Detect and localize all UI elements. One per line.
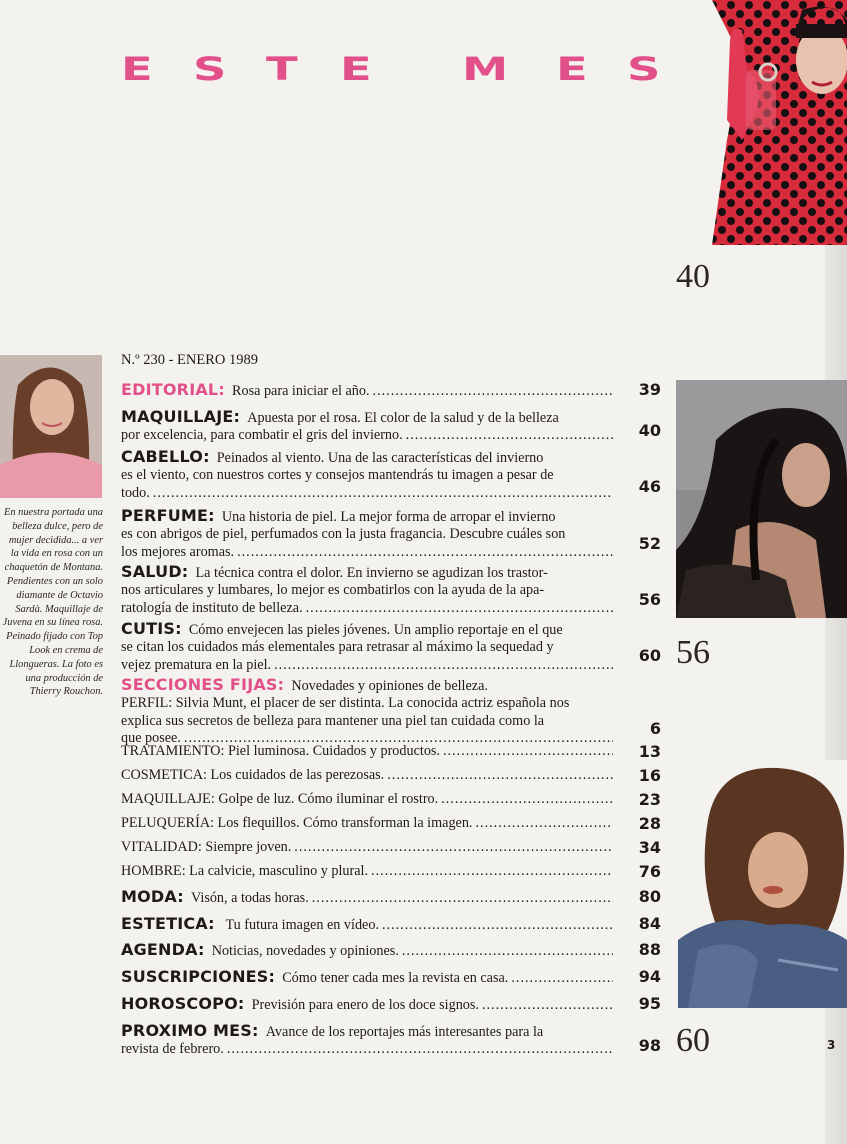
- entry-text: PELUQUERÍA: Los flequillos. Cómo transforman la imagen.: [121, 815, 473, 831]
- entry-text: ratología de instituto de belleza.: [121, 599, 303, 616]
- page-number: 40: [638, 421, 661, 440]
- photo-page-number: 40: [676, 258, 710, 295]
- section-label: ESTETICA:: [121, 914, 215, 933]
- page-number: 60: [638, 646, 661, 665]
- toc-entry-maquillaje-2[interactable]: [121, 791, 661, 808]
- heading-letter: T: [266, 50, 298, 88]
- dot-leader: [274, 657, 613, 674]
- toc-entry-cosmetica[interactable]: [121, 767, 661, 784]
- entry-text: MAQUILLAJE: Golpe de luz. Cómo iluminar el rostro.: [121, 791, 439, 807]
- heading-letter: S: [193, 50, 227, 88]
- section-label: MODA:: [121, 887, 184, 906]
- section-label: HOROSCOPO:: [121, 994, 245, 1013]
- dot-leader: [402, 943, 613, 960]
- dot-leader: [406, 427, 613, 444]
- page-number: 80: [638, 887, 661, 906]
- page-number: 76: [638, 862, 661, 881]
- page-heading: [0, 50, 670, 90]
- section-label: PROXIMO MES:: [121, 1021, 259, 1040]
- entry-text: HOMBRE: La calvicie, masculino y plural.: [121, 863, 369, 879]
- entry-text: nos articulares y lumbares, lo mejor es combatirlos con la ayuda de la apa-: [121, 582, 545, 599]
- section-label: PERFUME:: [121, 506, 215, 525]
- entry-text: revista de febrero.: [121, 1041, 224, 1058]
- entry-text: que posee.: [121, 730, 181, 747]
- toc-entry-perfume[interactable]: [121, 507, 661, 561]
- entry-text: Previsión para enero de los doce signos.: [251, 997, 479, 1013]
- entry-text: Una historia de piel. La mejor forma de arropar el invierno: [221, 509, 556, 525]
- dot-leader: [371, 863, 613, 880]
- section-label: SALUD:: [121, 562, 189, 581]
- dot-leader: [443, 743, 613, 760]
- dot-leader: [306, 600, 613, 617]
- section-label: CABELLO:: [121, 447, 210, 466]
- entry-text: Cómo tener cada mes la revista en casa.: [282, 970, 509, 986]
- dot-leader: [373, 383, 613, 400]
- entry-text: Rosa para iniciar el año.: [232, 383, 370, 399]
- folio-page-number: 3: [827, 1038, 836, 1052]
- heading-letter: E: [556, 50, 588, 88]
- entry-text: es el viento, con nuestros cortes y consejos mantendrás tu imagen a pesar de: [121, 467, 554, 484]
- dot-leader: [382, 917, 613, 934]
- entry-text: Cómo envejecen las pieles jóvenes. Un amplio reportaje en el que: [188, 622, 563, 638]
- entry-text: Apuesta por el rosa. El color de la salud y de la belleza: [247, 410, 559, 426]
- dot-leader: [511, 970, 613, 987]
- entry-text: es con abrigos de piel, perfumados con la justa fragancia. Descubre cuáles son: [121, 526, 566, 543]
- dot-leader: [475, 815, 613, 832]
- page-number: 46: [638, 477, 661, 496]
- entry-text: Avance de los reportajes más interesantes para la: [265, 1024, 544, 1040]
- toc-entry-hombre[interactable]: [121, 863, 661, 880]
- photo-polka-dot-model: [672, 0, 847, 245]
- photo-page-number: 56: [676, 634, 710, 671]
- dot-leader: [153, 485, 613, 502]
- dot-leader: [482, 997, 613, 1014]
- page-number: 52: [638, 534, 661, 553]
- page-number: 6: [649, 719, 661, 738]
- dot-leader: [387, 767, 613, 784]
- entry-text: todo.: [121, 484, 150, 501]
- toc-entry-agenda[interactable]: [121, 941, 661, 960]
- toc-entry-moda[interactable]: [121, 888, 661, 907]
- issue-number: N.º 230 - ENERO 1989: [121, 352, 258, 368]
- section-label: EDITORIAL:: [121, 380, 225, 399]
- toc-entry-vitalidad[interactable]: [121, 839, 661, 856]
- entry-text: Visón, a todas horas.: [190, 890, 309, 906]
- entry-text: La técnica contra el dolor. En invierno se agudizan los trastor-: [195, 565, 548, 581]
- page-number: 16: [638, 766, 661, 785]
- toc-entry-cabello[interactable]: [121, 448, 661, 502]
- entry-text: Novedades y opiniones de belleza.: [291, 678, 488, 694]
- entry-text: COSMETICA: Los cuidados de las perezosas.: [121, 767, 385, 783]
- entry-text: vejez prematura en la piel.: [121, 656, 272, 673]
- toc-entry-tratamiento[interactable]: [121, 743, 661, 760]
- page-number: 98: [638, 1036, 661, 1055]
- toc-entry-cutis[interactable]: [121, 620, 661, 674]
- section-label: CUTIS:: [121, 619, 182, 638]
- cover-thumbnail: [0, 355, 102, 498]
- toc-entry-peluqueria[interactable]: [121, 815, 661, 832]
- toc-entry-proximo-mes[interactable]: [121, 1022, 661, 1059]
- toc-entry-secciones-fijas[interactable]: [121, 676, 661, 748]
- toc-entry-suscripciones[interactable]: [121, 968, 661, 987]
- page-number: 94: [638, 967, 661, 986]
- entry-text: Noticias, novedades y opiniones.: [211, 943, 399, 959]
- entry-text: TRATAMIENTO: Piel luminosa. Cuidados y productos.: [121, 743, 440, 759]
- entry-text: explica sus secretos de belleza para mantener una piel tan cuidada como la: [121, 712, 545, 729]
- photo-dark-hair-model: [676, 380, 847, 618]
- dot-leader: [227, 1041, 613, 1058]
- photo-curly-hair-model: [678, 760, 847, 1008]
- entry-text: se citan los cuidados más elementales para retrasar al máximo la sequedad y: [121, 639, 554, 656]
- cover-caption: En nuestra portada una belleza dulce, pero de mujer decidida... a ver la vida en rosa con un chaquetón de Montana. Pendientes con un solo diamante de Octavio Sardà. Maquillaje de Juvena en su línea rosa. Peinado fijado con Top Look en crema de Llongueras. La foto es una producción de Thierry Rouchon.: [2, 507, 103, 698]
- toc-entry-maquillaje[interactable]: [121, 408, 661, 445]
- entry-text: Peinados al viento. Una de las características del invierno: [216, 450, 544, 466]
- entry-text: VITALIDAD: Siempre joven.: [121, 839, 292, 855]
- dot-leader: [441, 791, 613, 808]
- page-number: 56: [638, 590, 661, 609]
- heading-letter: E: [121, 50, 153, 88]
- entry-text: PERFIL: Silvia Munt, el placer de ser distinta. La conocida actriz española nos: [121, 695, 570, 712]
- section-label: MAQUILLAJE:: [121, 407, 241, 426]
- photo-page-number: 60: [676, 1022, 710, 1059]
- section-label: SUSCRIPCIONES:: [121, 967, 276, 986]
- heading-letter: M: [462, 50, 509, 88]
- page-number: 84: [638, 914, 661, 933]
- entry-text: Tu futura imagen en vídeo.: [225, 917, 379, 933]
- entry-text: por excelencia, para combatir el gris del invierno.: [121, 427, 403, 444]
- page-number: 39: [638, 380, 661, 399]
- page-number: 88: [638, 940, 661, 959]
- toc-entry-estetica[interactable]: [121, 915, 661, 934]
- entry-text: los mejores aromas.: [121, 543, 235, 560]
- dot-leader: [294, 839, 613, 856]
- toc-entry-horoscopo[interactable]: [121, 995, 661, 1014]
- toc-entry-editorial[interactable]: [121, 381, 661, 400]
- dot-leader: [237, 544, 613, 561]
- page-number: 95: [638, 994, 661, 1013]
- page-number: 34: [638, 838, 661, 857]
- heading-letter: S: [627, 50, 661, 88]
- page-number: 13: [638, 742, 661, 761]
- section-label: AGENDA:: [121, 940, 205, 959]
- page-number: 28: [638, 814, 661, 833]
- dot-leader: [312, 890, 613, 907]
- toc-entry-salud[interactable]: [121, 563, 661, 617]
- page-number: 23: [638, 790, 661, 809]
- heading-letter: E: [340, 50, 372, 88]
- section-label: SECCIONES FIJAS:: [121, 675, 285, 694]
